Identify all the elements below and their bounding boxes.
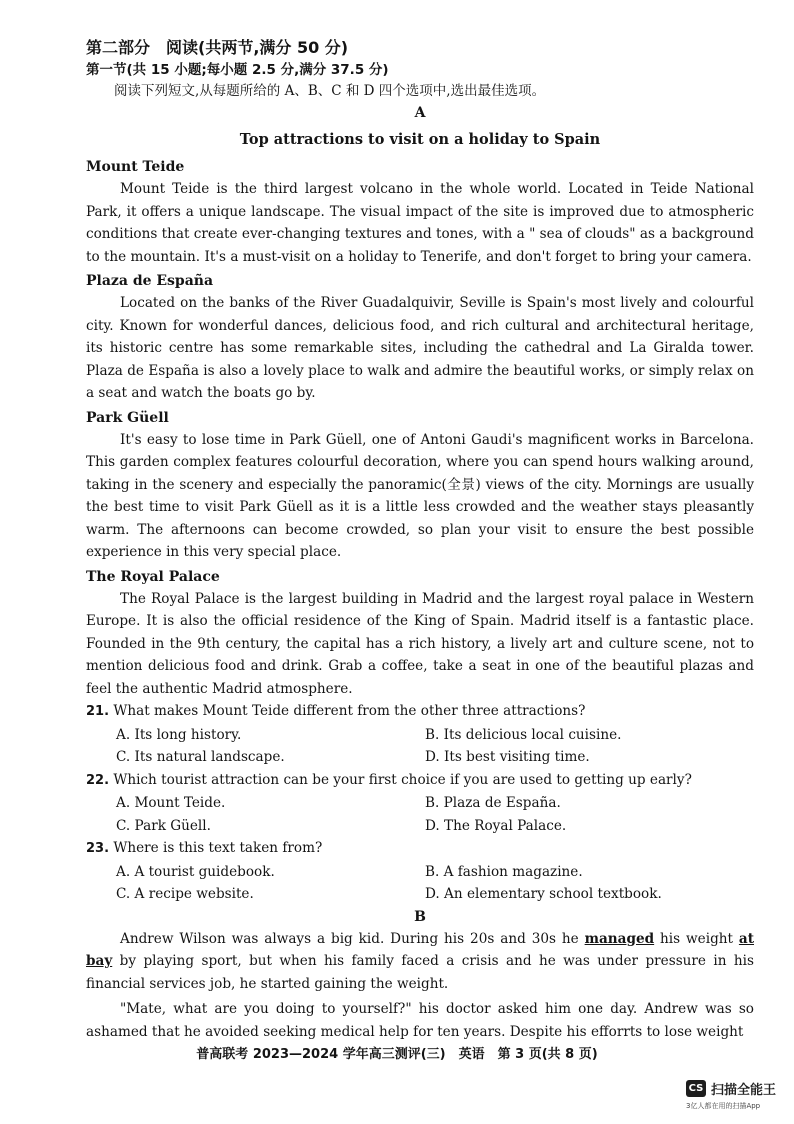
question-23 — [86, 837, 754, 861]
question-stem: What makes Mount Teide different from the other three attractions? — [113, 703, 586, 719]
camscanner-logo-icon: CS — [686, 1080, 706, 1097]
question-stem: Where is this text taken from? — [113, 840, 323, 856]
option-c[interactable]: C. Park Güell. — [116, 817, 211, 834]
passage-b-paragraph-1 — [86, 928, 754, 996]
option-d[interactable]: D. The Royal Palace. — [425, 817, 567, 834]
question-22-options — [86, 792, 754, 837]
section-heading-mount-teide: Mount Teide — [86, 159, 185, 175]
page-footer: 普高联考 2023—2024 学年高三测评(三) 英语 第 3 页(共 8 页) — [196, 1047, 598, 1062]
section-text-royal-palace: The Royal Palace is the largest building in Madrid and the largest royal palace in Western Europe. It is also the official residence of the King of Spain. Madrid itself is a fantastic place. Founded in the 9th century, the capital has a rich history, a lively art and culture scene, not to mention delicious food and drink. Grab a coffee, take a seat in one of the beautiful plazas and feel the authentic Madrid atmosphere. — [86, 590, 754, 697]
underlined-phrase-at-bay: at bay — [86, 930, 754, 969]
option-d[interactable]: D. An elementary school textbook. — [425, 886, 662, 902]
section-heading-plaza-de-espana: Plaza de España — [86, 273, 214, 289]
underlined-word-managed: managed — [584, 930, 655, 947]
option-c[interactable]: C. Its natural landscape. — [116, 749, 285, 765]
question-number: 23. — [86, 841, 110, 856]
section-text-park-guell: It's easy to lose time in Park Güell, one of Antoni Gaudi's magnificent works in Barcelona. This garden complex features colourful decoration, where you can spend hours walking around, taking in the scenery and especially the panoramic(全景) views of the city. Mornings are usually the best time to visit Park Güell as it is a little less crowded and the weather stays pleasantly warm. The afternoons can become crowded, so plan your visit to ensure the best possible experience in this very special place. — [86, 431, 754, 560]
text-span: his weight — [654, 930, 739, 947]
question-number: 22. — [86, 772, 110, 788]
question-21 — [86, 700, 754, 724]
option-a[interactable]: A. A tourist guidebook. — [116, 863, 275, 880]
section-text-plaza-de-espana: Located on the banks of the River Guadalquivir, Seville is Spain's most lively and colourful city. Known for wonderful dances, delicious food, and rich cultural and architectural heritage, its historic centre has some remarkable sites, including the cathedral and La Giralda tower. Plaza de España is also a lovely place to walk and admire the beautiful works, or simply relax on a seat and watch the boats go by. — [86, 295, 754, 401]
option-b[interactable]: B. Plaza de España. — [425, 795, 561, 811]
text-span: Andrew Wilson was always a big kid. During his 20s and 30s he — [120, 930, 585, 947]
watermark-subtitle: 3亿人都在用的扫描App — [686, 1102, 761, 1110]
section-heading-park-guell: Park Güell — [86, 409, 169, 426]
section-heading-royal-palace: The Royal Palace — [86, 568, 220, 585]
option-d[interactable]: D. Its best visiting time. — [425, 749, 590, 765]
question-21-options — [86, 724, 754, 769]
watermark-name: 扫描全能王 — [711, 1083, 777, 1098]
section-text-mount-teide: Mount Teide is the third largest volcano in the whole world. Located in Teide National Park, it offers a unique landscape. The visual impact of the site is improved due to atmospheric conditions that create ever-changing textures and tones, with a " sea of clouds" as a background to the mountain. It's a must-visit on a holiday to Tenerife, and don't forget to bring your camera. — [86, 181, 754, 265]
question-number: 21. — [86, 704, 110, 719]
passage-b-letter: B — [414, 908, 426, 925]
question-22 — [86, 769, 754, 793]
option-b[interactable]: B. A fashion magazine. — [425, 863, 583, 880]
passage-a-title: Top attractions to visit on a holiday to Spain — [239, 131, 601, 148]
text-span: by playing sport, but when his family faced a crisis and he was under pressure in his financial services job, he started gaining the weight. — [86, 953, 754, 992]
option-a[interactable]: A. Mount Teide. — [116, 795, 226, 811]
option-b[interactable]: B. Its delicious local cuisine. — [425, 726, 622, 743]
option-a[interactable]: A. Its long history. — [116, 726, 242, 743]
question-stem: Which tourist attraction can be your first choice if you are used to getting up early? — [113, 771, 692, 788]
passage-a-letter: A — [414, 105, 426, 121]
passage-b-paragraph-2: "Mate, what are you doing to yourself?" his doctor asked him one day. Andrew was so ashamed that he avoided seeking medical help for ten years. Despite his efforrts to lose weight — [86, 1001, 754, 1040]
option-c[interactable]: C. A recipe website. — [116, 886, 254, 902]
scanner-watermark — [686, 1079, 776, 1098]
instruction: 阅读下列短文,从每题所给的 A、B、C 和 D 四个选项中,选出最佳选项。 — [114, 83, 546, 99]
question-23-options — [86, 861, 754, 906]
part-title: 第二部分 阅读(共两节,满分 50 分) — [86, 38, 349, 57]
section-title: 第一节(共 15 小题;每小题 2.5 分,满分 37.5 分) — [86, 62, 389, 78]
